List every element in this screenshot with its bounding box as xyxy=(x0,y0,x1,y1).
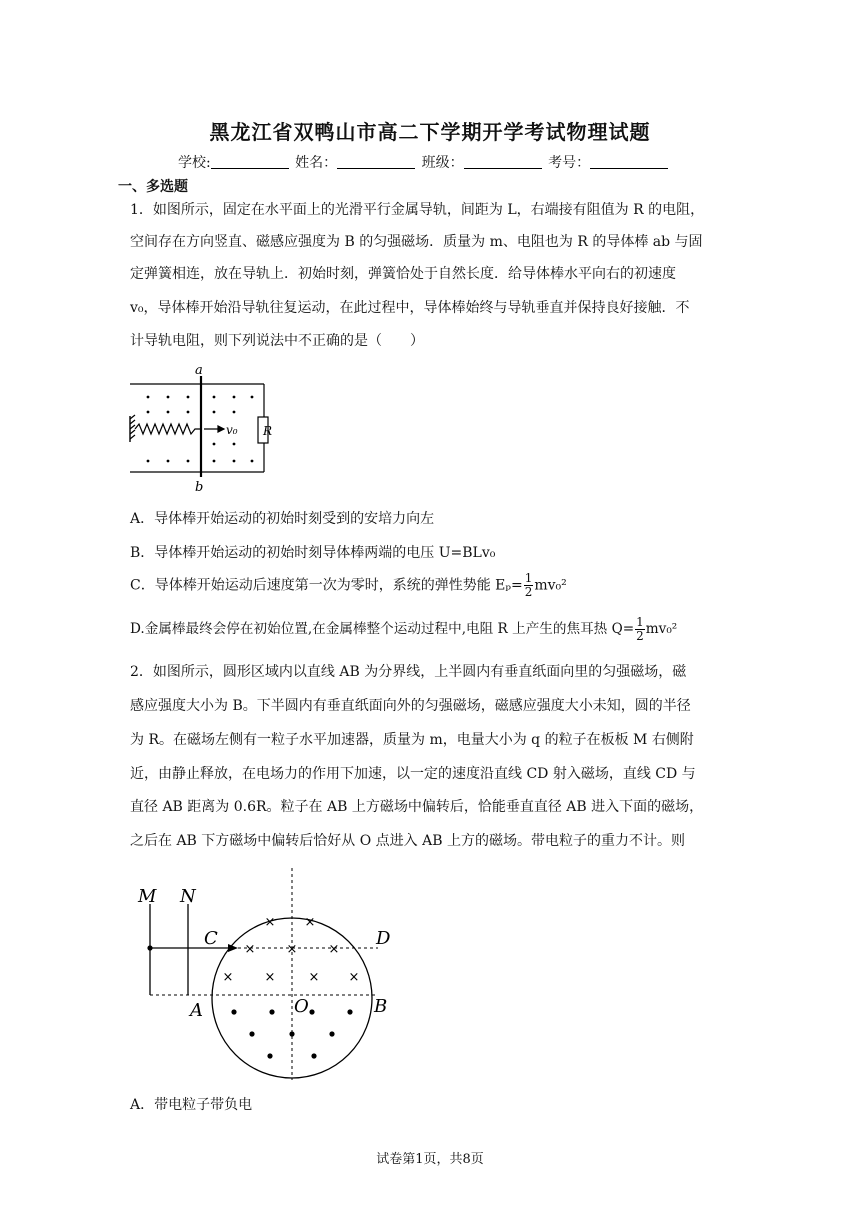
svg-text:×: × xyxy=(304,915,316,930)
q1-option-c xyxy=(130,572,567,599)
exam-no-blank xyxy=(590,154,668,169)
label-b: b xyxy=(195,480,204,495)
q1-line-1: 1．如图所示，固定在水平面上的光滑平行金属导轨，间距为 L，右端接有阻值为 R 的电阻， xyxy=(130,202,705,218)
exam-no-label: 考号： xyxy=(548,155,591,171)
svg-text:×: × xyxy=(348,970,360,985)
q1-option-d xyxy=(130,616,677,643)
q1-line-5: 计导轨电阻，则下列说法中不正确的是（ ） xyxy=(130,333,424,349)
class-blank xyxy=(464,154,542,169)
q1-line-2: 空间存在方向竖直、磁感应强度为 B 的匀强磁场．质量为 m、电阻也为 R 的导体棒 ab 与固 xyxy=(130,234,703,250)
label-R: R xyxy=(262,424,272,438)
q1-line-4: v₀，导体棒开始沿导轨往复运动，在此过程中，导体棒始终与导轨垂直并保持良好接触．不 xyxy=(130,300,690,316)
label-N: N xyxy=(180,886,196,907)
q2-figure-circular-field xyxy=(130,868,410,1080)
q2-line-2: 感应强度大小为 B。下半圆内有垂直纸面向外的匀强磁场，磁感应强度大小未知，圆的半径 xyxy=(130,698,691,714)
svg-text:×: × xyxy=(308,970,320,985)
q1-line-3: 定弹簧相连，放在导轨上．初始时刻，弹簧恰处于自然长度．给导体棒水平向右的初速度 xyxy=(130,266,676,282)
q2-line-3: 为 R。在磁场左侧有一粒子水平加速器，质量为 m，电量大小为 q 的粒子在板板 M 右侧附 xyxy=(130,732,694,748)
label-A: A xyxy=(190,1000,203,1021)
svg-text:×: × xyxy=(244,942,256,957)
page-title: 黑龙江省双鸭山市高二下学期开学考试物理试题 xyxy=(209,120,651,144)
release-point xyxy=(147,945,152,950)
section-heading: 一、多选题 xyxy=(118,179,188,195)
q2-line-6: 之后在 AB 下方磁场中偏转后恰好从 O 点进入 AB 上方的磁场。带电粒子的重力不计。则 xyxy=(130,833,685,849)
page-footer: 试卷第1页，共8页 xyxy=(376,1152,484,1167)
q1-option-d-text: D.金属棒最终会停在初始位置,在金属棒整个运动过程中,电阻 R 上产生的焦耳热 Q= xyxy=(130,621,635,637)
school-label: 学校: xyxy=(178,155,211,171)
q1-option-c-text: C．导体棒开始运动后速度第一次为零时，系统的弹性势能 Eₚ= xyxy=(130,577,523,594)
q1-option-c-expr: mv₀² xyxy=(534,577,567,594)
label-a: a xyxy=(195,363,203,378)
label-v0: v₀ xyxy=(226,423,238,437)
into-page-crosses xyxy=(223,915,360,985)
q2-line-1: 2．如图所示，圆形区域内以直线 AB 为分界线，上半圆内有垂直纸面向里的匀强磁场，磁 xyxy=(130,664,687,680)
q1-figure-rail-circuit xyxy=(124,362,274,497)
fraction-half: $\frac{1}{2}$ xyxy=(524,571,533,599)
q2-line-5: 直径 AB 距离为 0.6R。粒子在 AB 上方磁场中偏转后，恰能垂直直径 AB 进入下面的磁场， xyxy=(130,799,704,815)
q2-option-a: A．带电粒子带负电 xyxy=(130,1097,253,1113)
student-info-line xyxy=(178,152,670,172)
svg-text:×: × xyxy=(286,942,298,957)
class-label: 班级： xyxy=(421,155,464,171)
svg-text:×: × xyxy=(264,970,276,985)
q1-option-d-expr: mv₀² xyxy=(645,621,678,637)
school-blank xyxy=(211,154,289,169)
label-M: M xyxy=(138,886,157,907)
spring xyxy=(135,424,201,434)
name-blank xyxy=(337,154,415,169)
svg-text:×: × xyxy=(264,915,276,930)
label-B: B xyxy=(374,996,388,1017)
q1-option-b: B．导体棒开始运动的初始时刻导体棒两端的电压 U=BLv₀ xyxy=(130,545,496,561)
svg-text:×: × xyxy=(222,970,234,985)
label-C: C xyxy=(204,928,218,949)
fraction-half: $\frac{1}{2}$ xyxy=(636,615,644,643)
label-D: D xyxy=(376,928,391,949)
svg-text:×: × xyxy=(328,942,340,957)
q2-line-4: 近，由静止释放，在电场力的作用下加速，以一定的速度沿直线 CD 射入磁场，直线 CD 与 xyxy=(130,766,696,782)
label-O: O xyxy=(294,996,309,1017)
q1-option-a: A．导体棒开始运动的初始时刻受到的安培力向左 xyxy=(130,511,435,527)
out-of-page-dots xyxy=(231,1009,352,1058)
name-label: 姓名： xyxy=(295,155,338,171)
